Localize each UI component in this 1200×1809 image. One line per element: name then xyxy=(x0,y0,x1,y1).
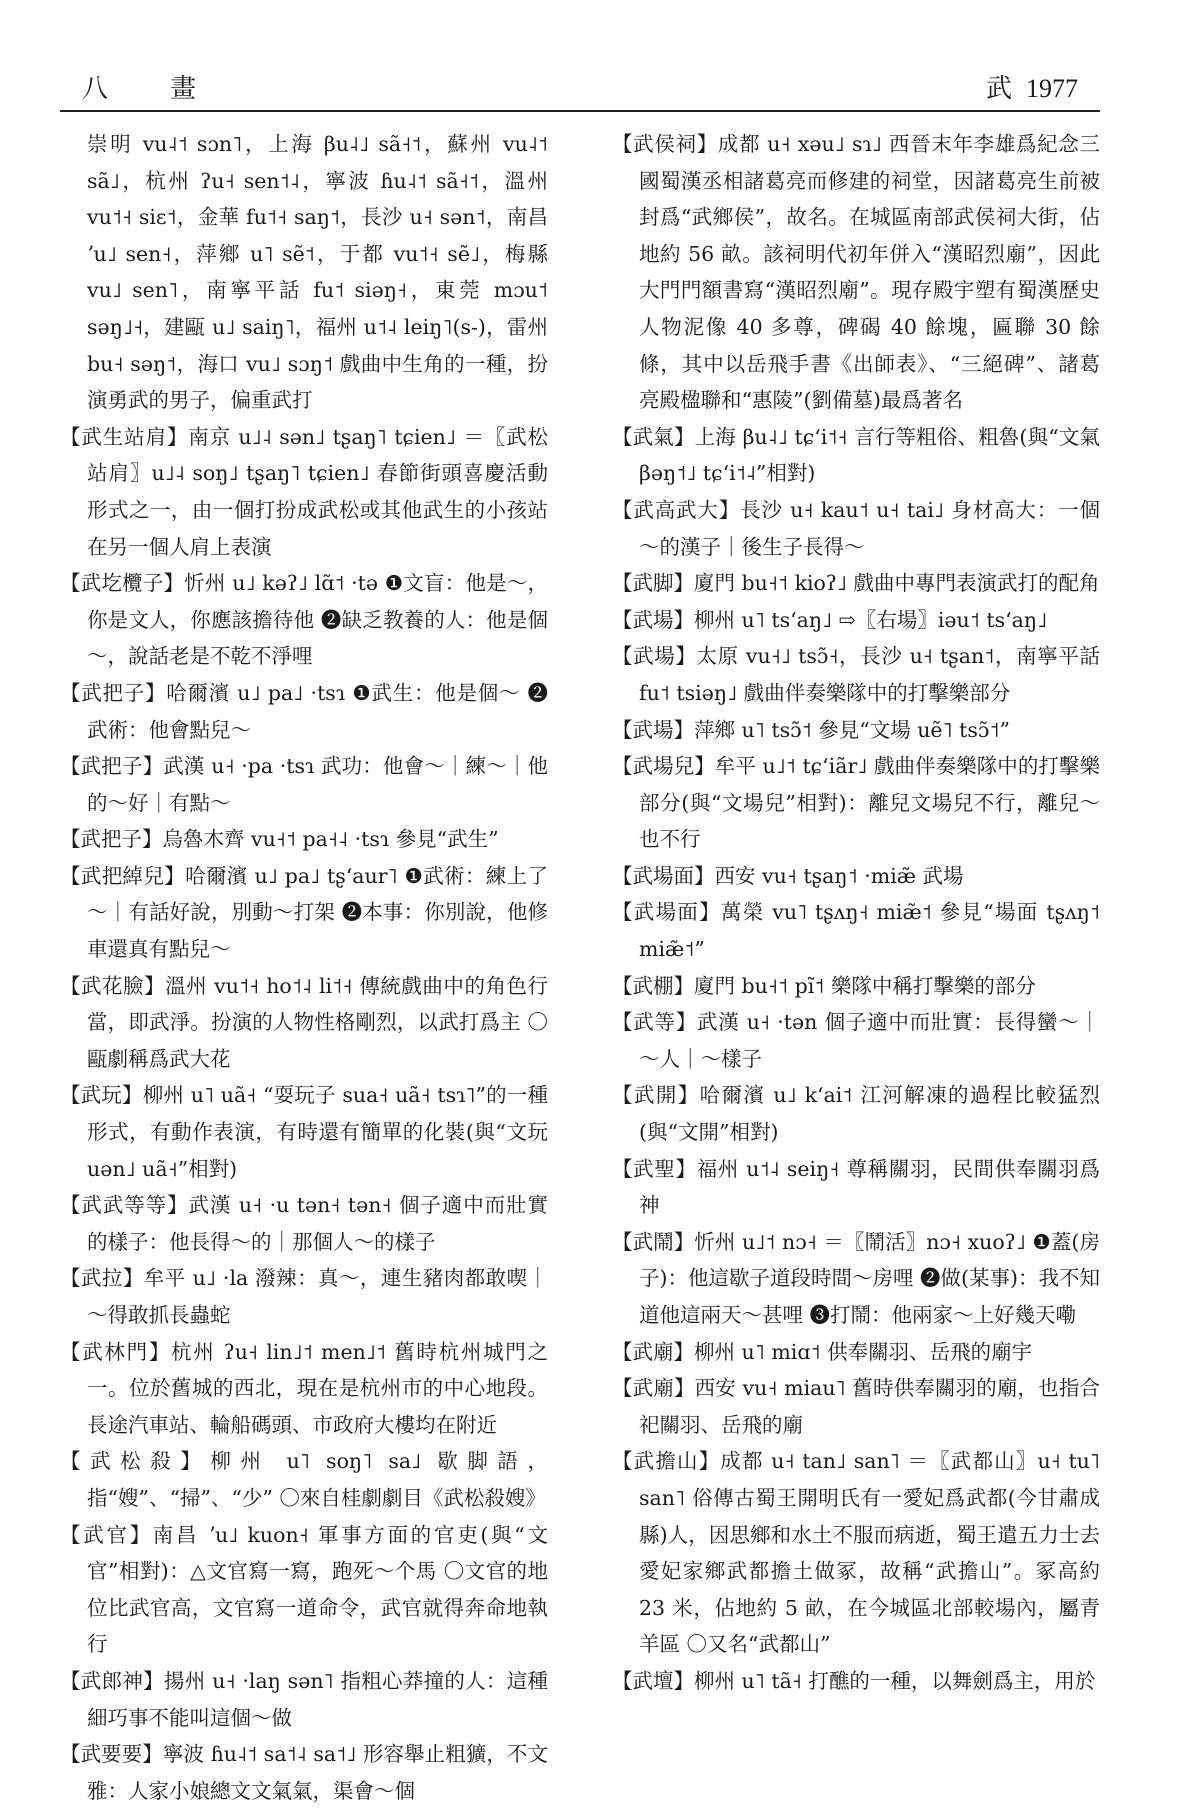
left-column xyxy=(60,126,548,1809)
dictionary-entry: 【武郎神】揚州 u˧ ·laŋ sən˥ 指粗心莽撞的人：這種細巧事不能叫這個～做 xyxy=(60,1668,548,1730)
dictionary-entry: 【武廟】西安 vu˧ miau˥ 舊時供奉關羽的廟，也指合祀關羽、岳飛的廟 xyxy=(612,1376,1100,1437)
dictionary-entry: 【武場兒】牟平 u˩˦ tɕʻiãr˩ 戲曲伴奏樂隊中的打擊樂部分(與“文場兒”相對)：離兒文場兒不行，離兒～也不行 xyxy=(612,754,1100,852)
dictionary-entry: 【武開】哈爾濱 u˩ kʻai˦ 江河解凍的過程比較猛烈(與“文開”相對) xyxy=(612,1083,1100,1145)
dictionary-entry: 【武場面】西安 vu˧ tʂaŋ˦ ·miæ̃ 武場 xyxy=(612,863,964,888)
dictionary-entry: 【武生站肩】南京 u˩˨ sən˩ tʂaŋ˥ tɕien˩ ＝〖武松站肩〗u˩˨ soŋ˩ tʂaŋ˥ tɕien˩ 春節街頭喜慶活動形式之一，由一個打扮成武松或其他武生的小孩站在另一個人肩上表演 xyxy=(60,424,548,559)
header-right xyxy=(986,68,1078,105)
dictionary-entry: 【武玩】柳州 u˥ uã˧ “耍玩子 sua˧ uã˧ tsɿ˥”的一種形式，有動作表演，有時還有簡單的化裝(與“文玩 uən˩ uã˧”相對) xyxy=(60,1083,548,1181)
section-title: 八 畫 xyxy=(82,74,215,104)
dictionary-entry: 【武鬧】忻州 u˩˦ nɔ˧ ＝〖鬧活〗nɔ˧ xuoʔ˩ ❶蓋(房子)：他這歇子道段時間～房哩 ❷做(某事)：我不知道他這兩天～甚哩 ❸打鬧：他兩家～上好幾天嘞 xyxy=(612,1229,1101,1327)
dictionary-entry: 【武高武大】長沙 u˧ kau˦ u˧ tai˩ 身材高大：一個～的漢子｜後生子長得～ xyxy=(612,497,1100,559)
dictionary-entry: 【武場】萍鄉 u˥ tsɔ̃˦ 參見“文場 uẽ˥ tsɔ̃˦” xyxy=(612,717,1010,742)
dictionary-entry: 【武把子】烏魯木齊 vu˧˦ pa˧˨ ·tsɿ 參見“武生” xyxy=(60,827,499,852)
dictionary-entry: 【武要要】寧波 ɦu˨˦ sa˦˨ sa˦˩ 形容舉止粗獷，不文雅：人家小娘總文文氣氣，渠會～個 xyxy=(60,1742,548,1803)
dictionary-entry: 【武武等等】武漢 u˧ ·u tən˧ tən˧ 個子適中而壯實的樣子：他長得～的｜那個人～的樣子 xyxy=(60,1193,548,1254)
dictionary-entry: 【武擔山】成都 u˧ tan˩ san˥ ＝〖武都山〗u˧ tu˥ san˥ 俗傳古蜀王開明氏有一愛妃爲武都(今甘肅成縣)人，因思鄉和水土不服而病逝，蜀王遣五力士去愛妃家鄉武都擔土做冢，故稱“武擔山”。冢高約 23 米，佔地約 5 畝，在今城區北部較場內，屬青羊區 〇又名“武都山” xyxy=(612,1449,1100,1657)
right-column xyxy=(612,126,1100,1700)
dictionary-entry: 【武場】太原 vu˧˩ tsɔ̃˧，長沙 u˧ tʂan˦，南寧平話 fu˦ tsiəŋ˩ 戲曲伴奏樂隊中的打擊樂部分 xyxy=(612,644,1100,705)
dictionary-entry: 【武把綽兒】哈爾濱 u˩ pa˩ tʂʻaur˥ ❶武術：練上了～｜有話好說，別動～打架 ❷本事：你別說，他修車還真有點兒～ xyxy=(60,863,548,962)
header-rule xyxy=(60,110,1100,112)
dictionary-entry: 【武場】柳州 u˥ tsʻaŋ˩ ⇨〖右場〗iəu˦ tsʻaŋ˩ xyxy=(612,607,1048,632)
dictionary-entry: 【武氣】上海 βu˨˩ tɕʻi˦˧ 言行等粗俗、粗魯(與“文氣 βəŋ˦˩ tɕʻi˦˨”相對) xyxy=(612,424,1100,486)
dictionary-entry: 【武脚】廈門 bu˧˦ kioʔ˩ 戲曲中專門表演武打的配角 xyxy=(612,571,1100,596)
dictionary-entry-continued: 崇明 vu˨˦ sɔn˥，上海 βu˨˩ sã˧˦，蘇州 vu˨˦ sã˩，杭州 ʔu˧ sen˦˨，寧波 ɦu˨˦ sã˧˦，溫州 vu˦˧ siɛ˦，金華 fu˦˧ saŋ˦，長沙 u˧ sən˦，南昌 ʼu˩ sen˧，萍鄉 u˥ sẽ˦，于都 vu˦˧ sẽ˩，梅縣 vu˩ sen˥，南寧平話 fu˦ siəŋ˧，東莞 mɔu˦ səŋ˩˧，建甌 u˩ saiŋ˥，福州 u˦˨ leiŋ˥(s-)，雷州 bu˧ səŋ˦，海口 vu˩ sɔŋ˦ 戲曲中生角的一種，扮演勇武的男子，偏重武打 xyxy=(87,132,548,413)
dictionary-entry: 【武侯祠】成都 u˧ xəu˩ sɿ˩ 西晉末年李雄爲紀念三國蜀漢丞相諸葛亮而修建的祠堂，因諸葛亮生前被封爲“武鄉侯”，故名。在城區南部武侯祠大街，佔地約 56 畝。該祠明代初年併入“漢昭烈廟”，因此大門門額書寫“漢昭烈廟”。現存殿宇塑有蜀漢歷史人物泥像 40 多尊，碑碣 40 餘塊，匾聯 30 餘條，其中以岳飛手書《出師表》、“三絕碑”、諸葛亮殿楹聯和“惠陵”(劉備墓)最爲著名 xyxy=(612,132,1100,413)
dictionary-entry: 【武松殺】柳州 u˥ soŋ˥ sa˩ 歇脚語，指“嫂”、“掃”、“少” 〇來自桂劇劇目《武松殺嫂》 xyxy=(60,1449,548,1510)
dictionary-entry: 【武林門】杭州 ʔu˧ lin˩˦ men˩˦ 舊時杭州城門之一。位於舊城的西北，現在是杭州市的中心地段。長途汽車站、輪船碼頭、市政府大樓均在附近 xyxy=(60,1339,548,1437)
dictionary-entry: 【武拉】牟平 u˩ ·la 潑辣：真～，連生豬肉都敢喫｜～得敢抓長蟲蛇 xyxy=(60,1266,548,1327)
dictionary-entry: 【武官】南昌 ʼu˩ kuon˧ 軍事方面的官吏(與“文官”相對)：△文官寫一寫，跑死～个馬 〇文官的地位比武官高，文官寫一道命令，武官就得奔命地執行 xyxy=(60,1522,548,1657)
dictionary-entry: 【武棚】廈門 bu˧˦ pĩ˦ 樂隊中稱打擊樂的部分 xyxy=(612,973,1036,998)
dictionary-entry: 【武聖】福州 u˦˨ seiŋ˧ 尊稱關羽，民間供奉關羽爲神 xyxy=(612,1156,1100,1218)
dictionary-entry: 【武把子】武漢 u˧ ·pa ·tsɿ 武功：他會～｜練～｜他的～好｜有點～ xyxy=(60,754,548,815)
dictionary-entry: 【武場面】萬榮 vu˥ tʂʌŋ˧ miæ̃˦ 參見“場面 tʂʌŋ˦ miæ̃˦” xyxy=(612,900,1100,962)
dictionary-entry: 【武壇】柳州 u˥ tã˧ 打醮的一種，以舞劍爲主，用於 xyxy=(612,1668,1096,1693)
dictionary-entry: 【武花臉】溫州 vu˦˧ ho˦˨ li˦˧ 傳統戲曲中的角色行當，即武淨。扮演的人物性格剛烈，以武打爲主 〇甌劇稱爲武大花 xyxy=(60,973,548,1071)
dictionary-entry: 【武廟】柳州 u˥ miɑ˦ 供奉關羽、岳飛的廟宇 xyxy=(612,1339,1033,1364)
dictionary-entry: 【武等】武漢 u˧ ·tən 個子適中而壯實：長得蠻～｜～人｜～樣子 xyxy=(612,1010,1100,1071)
page-header xyxy=(60,62,1100,110)
dictionary-entry: 【武圪欖子】忻州 u˩ kəʔ˩ lɑ̃˦ ·tə ❶文盲：他是～，你是文人，你應該擔待他 ❷缺乏教養的人：他是個～，說話老是不乾不淨哩 xyxy=(60,571,548,669)
head-character: 武 xyxy=(985,74,1012,104)
dictionary-entry: 【武把子】哈爾濱 u˩ pa˩ ·tsɿ ❶武生：他是個～ ❷武術：他會點兒～ xyxy=(60,680,548,742)
page-number: 1977 xyxy=(1026,74,1078,103)
